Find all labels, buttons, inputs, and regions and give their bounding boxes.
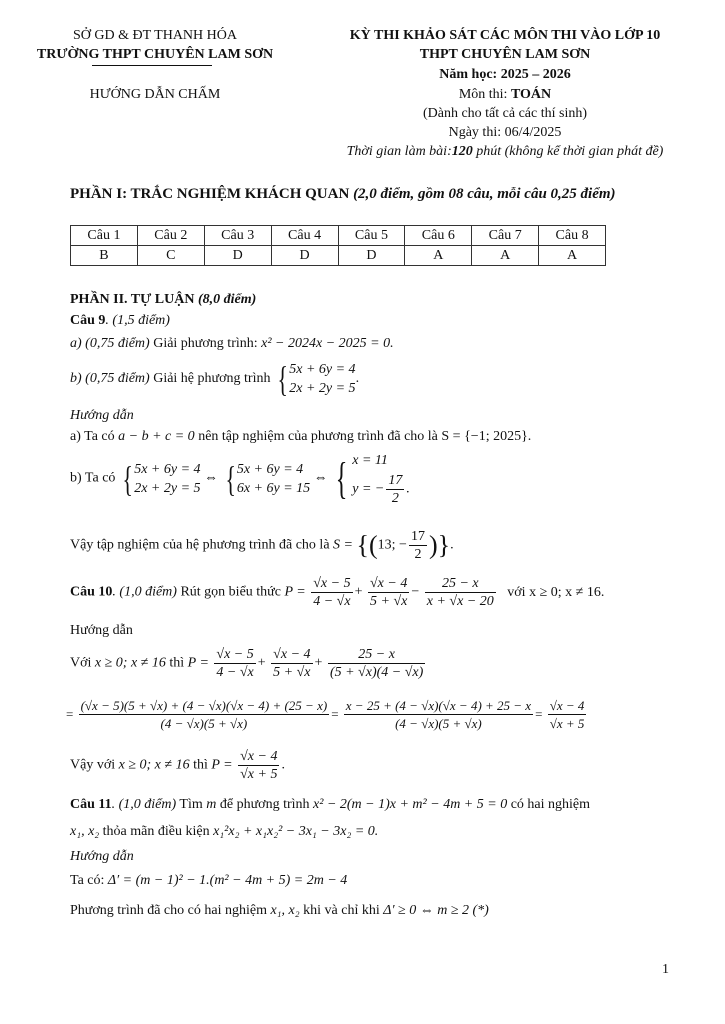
q10-step2: = $\frac{(√x - 5)(5 + √x) + (4 - √x)(√x - 4) + (25 - x)}{(4 - √x)(5 + √x)}$ = $\frac{x - 25 + (4 - √x)(√x - 4) + 25 - x}{(4 - √x)(5 + √x)}$ = $\frac{√x - 4}{√x + 5}$ <box>66 698 585 731</box>
exam-school: THPT CHUYÊN LAM SƠN <box>419 47 591 62</box>
answer-cell: B <box>71 246 138 266</box>
q9-heading: Câu 9. (1,5 điểm) <box>70 313 170 328</box>
q11-delta: Ta có: Δ′ = (m − 1)² − 1.(m² − 4m + 5) = 2m − 4 <box>70 873 348 888</box>
question-header: Câu 4 <box>271 226 338 246</box>
question-header: Câu 8 <box>539 226 606 246</box>
school-year: Năm học: 2025 – 2026 <box>439 67 571 82</box>
exam-title: KỲ THI KHẢO SÁT CÁC MÔN THI VÀO LỚP 10 <box>349 28 661 43</box>
question-header: Câu 7 <box>472 226 539 246</box>
q10-statement: Câu 10. (1,0 điểm) Rút gọn biểu thức P = $\frac{√x - 5}{4 - √x}$ + $\frac{√x - 4}{5 + √x}$ − $\frac{25 - x}{x + √x - 20}$ với x ≥ 0; x ≠ 16. <box>70 576 605 609</box>
q9-guide-label: Hướng dẫn <box>70 408 134 423</box>
department-name: SỞ GD & ĐT THANH HÓA <box>73 28 237 43</box>
answer-cell: D <box>271 246 338 266</box>
q9a-statement: a) (0,75 điểm) Giải phương trình: x² − 2024x − 2025 = 0. <box>70 336 394 351</box>
answer-table <box>70 225 606 266</box>
part1-title: PHẦN I: TRẮC NGHIỆM KHÁCH QUAN (2,0 điểm, gồm 08 câu, mỗi câu 0,25 điểm) <box>70 186 616 202</box>
q11-condition: Phương trình đã cho có hai nghiệm x₁, x₂ khi và chỉ khi Δ′ ≥ 0 ⇔ m ≥ 2 (*) <box>70 903 489 918</box>
question-header: Câu 2 <box>137 226 204 246</box>
q11-guide-label: Hướng dẫn <box>70 849 134 864</box>
q10-conclusion: Vậy với x ≥ 0; x ≠ 16 thì P = $\frac{√x - 4}{√x + 5}$ . <box>70 749 285 782</box>
answer-table-header-row <box>71 226 606 246</box>
exam-duration: Thời gian làm bài:120 phút (không kể thời gian phát đề) <box>346 144 664 159</box>
q11-statement-line1: Câu 11. (1,0 điểm) Tìm m để phương trình x² − 2(m − 1)x + m² − 4m + 5 = 0 có hai nghiệm <box>70 797 591 812</box>
q9b-solution: b) Ta có { 5x + 6y = 4 2x + 2y = 5 ⇔ { 5x + 6y = 4 6x + 6y = 15 ⇔ { x = 11 y = − $\frac{17}{2}$ . <box>70 453 410 506</box>
answer-cell: A <box>539 246 606 266</box>
audience-note: (Dành cho tất cả các thí sinh) <box>422 106 588 121</box>
q9b-statement: b) (0,75 điểm) Giải hệ phương trình { 5x + 6y = 4 2x + 2y = 5 . <box>70 359 360 399</box>
answer-cell: A <box>405 246 472 266</box>
subject-line: Môn thi: TOÁN <box>458 87 552 102</box>
doc-type: HƯỚNG DẪN CHẤM <box>89 87 221 102</box>
q9a-solution: a) Ta có a − b + c = 0 nên tập nghiệm của phương trình đã cho là S = {−1; 2025}. <box>70 429 532 444</box>
subject-name: TOÁN <box>510 87 552 102</box>
question-header: Câu 6 <box>405 226 472 246</box>
answer-cell: D <box>338 246 405 266</box>
q9-conclusion: Vậy tập nghiệm của hệ phương trình đã cho là S = {(13; − $\frac{17}{2}$ )}. <box>70 529 454 562</box>
question-header: Câu 1 <box>71 226 138 246</box>
q9-eq1: 5x + 6y = 4 <box>289 362 356 377</box>
question-header: Câu 3 <box>204 226 271 246</box>
question-header: Câu 5 <box>338 226 405 246</box>
q10-guide-label: Hướng dẫn <box>70 623 133 638</box>
answer-cell: A <box>472 246 539 266</box>
answer-cell: D <box>204 246 271 266</box>
school-underline <box>92 65 212 66</box>
part2-title: PHẦN II. TỰ LUẬN (8,0 điểm) <box>70 292 257 307</box>
q10-step1: Với x ≥ 0; x ≠ 16 thì P = $\frac{√x - 5}{4 - √x}$ + $\frac{√x - 4}{5 + √x}$ + $\frac{25 - x}{(5 + √x)(4 - √x)}$ <box>70 647 424 680</box>
answer-cell: C <box>137 246 204 266</box>
q11-statement-line2: x₁, x₂ thỏa mãn điều kiện x₁²x₂ + x₁x₂² − 3x₁ − 3x₂ = 0. <box>70 824 379 839</box>
answer-table-answer-row <box>71 246 606 266</box>
exam-date: Ngày thi: 06/4/2025 <box>448 125 562 140</box>
page-number: 1 <box>662 962 669 977</box>
school-name: TRƯỜNG THPT CHUYÊN LAM SƠN <box>36 47 274 62</box>
q9-eq2: 2x + 2y = 5 <box>289 381 356 396</box>
